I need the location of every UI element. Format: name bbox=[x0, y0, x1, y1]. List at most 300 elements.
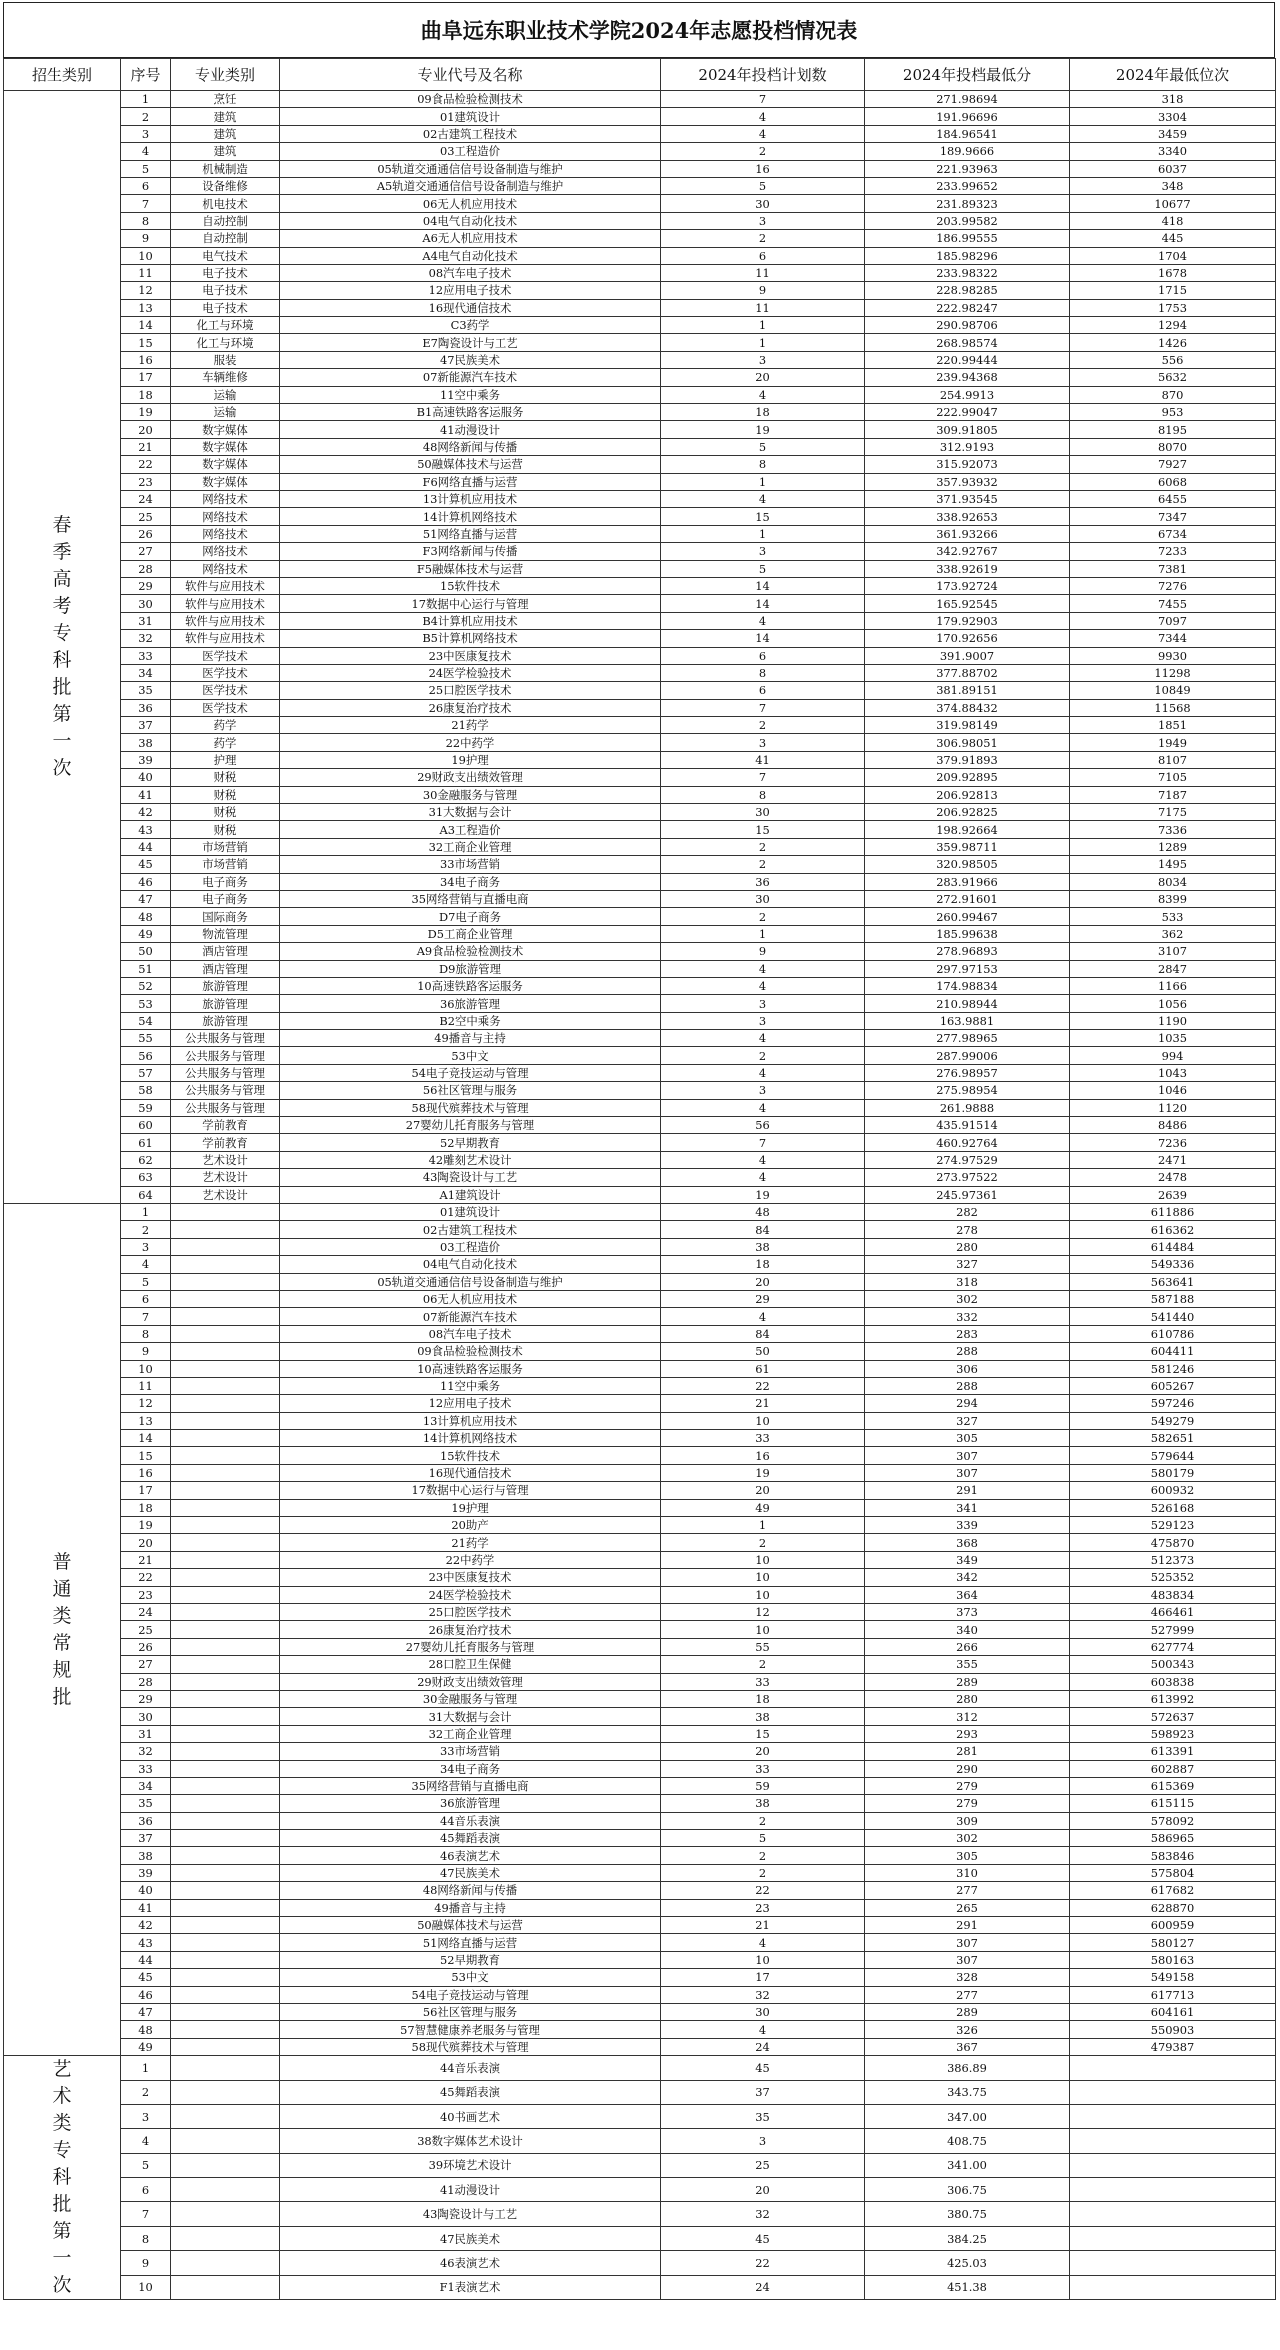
plan-cell: 2 bbox=[661, 908, 865, 925]
min-score-cell: 307 bbox=[865, 1447, 1070, 1464]
min-score-cell: 347.00 bbox=[865, 2104, 1070, 2128]
plan-cell: 38 bbox=[661, 1708, 865, 1725]
major-category-cell: 医学技术 bbox=[171, 647, 280, 664]
major-category-cell bbox=[171, 1673, 280, 1690]
table-row bbox=[4, 1012, 1276, 1029]
min-rank-cell: 445 bbox=[1070, 230, 1276, 247]
major-category-cell bbox=[171, 2021, 280, 2038]
min-rank-cell: 598923 bbox=[1070, 1725, 1276, 1742]
min-rank-cell: 479387 bbox=[1070, 2038, 1276, 2055]
major-name-cell: 54电子竞技运动与管理 bbox=[280, 1986, 661, 2003]
plan-cell: 10 bbox=[661, 1569, 865, 1586]
min-score-cell: 184.96541 bbox=[865, 125, 1070, 142]
min-rank-cell: 1753 bbox=[1070, 299, 1276, 316]
index-cell: 27 bbox=[121, 543, 171, 560]
min-score-cell: 276.98957 bbox=[865, 1064, 1070, 1081]
major-name-cell: 42雕刻艺术设计 bbox=[280, 1151, 661, 1168]
table-row bbox=[4, 1221, 1276, 1238]
major-name-cell: 10高速铁路客运服务 bbox=[280, 1360, 661, 1377]
table-row bbox=[4, 438, 1276, 455]
major-category-cell: 网络技术 bbox=[171, 508, 280, 525]
table-row bbox=[4, 1656, 1276, 1673]
major-category-cell: 财税 bbox=[171, 769, 280, 786]
major-name-cell: 35网络营销与直播电商 bbox=[280, 1777, 661, 1794]
plan-cell: 4 bbox=[661, 977, 865, 994]
min-rank-cell: 610786 bbox=[1070, 1325, 1276, 1342]
table-row bbox=[4, 247, 1276, 264]
min-rank-cell: 8195 bbox=[1070, 421, 1276, 438]
major-category-cell: 学前教育 bbox=[171, 1117, 280, 1134]
major-category-cell bbox=[171, 1447, 280, 1464]
index-cell: 2 bbox=[121, 2080, 171, 2104]
table-row bbox=[4, 2275, 1276, 2299]
min-score-cell: 273.97522 bbox=[865, 1169, 1070, 1186]
plan-cell: 61 bbox=[661, 1360, 865, 1377]
min-rank-cell: 7344 bbox=[1070, 630, 1276, 647]
table-row bbox=[4, 1603, 1276, 1620]
major-name-cell: E7陶瓷设计与工艺 bbox=[280, 334, 661, 351]
min-score-cell: 282 bbox=[865, 1204, 1070, 1221]
table-row bbox=[4, 821, 1276, 838]
table-row bbox=[4, 1117, 1276, 1134]
plan-cell: 3 bbox=[661, 212, 865, 229]
header-major-category: 专业类别 bbox=[171, 59, 280, 91]
plan-cell: 37 bbox=[661, 2080, 865, 2104]
major-name-cell: A6无人机应用技术 bbox=[280, 230, 661, 247]
min-rank-cell: 582651 bbox=[1070, 1430, 1276, 1447]
major-name-cell: 31大数据与会计 bbox=[280, 1708, 661, 1725]
index-cell: 3 bbox=[121, 1238, 171, 1255]
table-row bbox=[4, 1256, 1276, 1273]
index-cell: 20 bbox=[121, 421, 171, 438]
plan-cell: 55 bbox=[661, 1638, 865, 1655]
min-rank-cell: 466461 bbox=[1070, 1603, 1276, 1620]
plan-cell: 5 bbox=[661, 560, 865, 577]
major-category-cell bbox=[171, 2202, 280, 2226]
major-category-cell bbox=[171, 1621, 280, 1638]
major-category-cell bbox=[171, 1847, 280, 1864]
index-cell: 28 bbox=[121, 560, 171, 577]
min-score-cell: 306.98051 bbox=[865, 734, 1070, 751]
table-row bbox=[4, 664, 1276, 681]
min-rank-cell: 7276 bbox=[1070, 577, 1276, 594]
index-cell: 8 bbox=[121, 2226, 171, 2250]
table-row bbox=[4, 212, 1276, 229]
table-row bbox=[4, 1151, 1276, 1168]
plan-cell: 49 bbox=[661, 1499, 865, 1516]
min-score-cell: 361.93266 bbox=[865, 525, 1070, 542]
major-name-cell: 17数据中心运行与管理 bbox=[280, 1482, 661, 1499]
index-cell: 28 bbox=[121, 1673, 171, 1690]
major-category-cell bbox=[171, 2251, 280, 2275]
major-category-cell: 电气技术 bbox=[171, 247, 280, 264]
min-score-cell: 302 bbox=[865, 1830, 1070, 1847]
major-category-cell: 机电技术 bbox=[171, 195, 280, 212]
major-name-cell: 30金融服务与管理 bbox=[280, 786, 661, 803]
major-category-cell bbox=[171, 1777, 280, 1794]
min-rank-cell: 597246 bbox=[1070, 1395, 1276, 1412]
major-category-cell bbox=[171, 1951, 280, 1968]
index-cell: 44 bbox=[121, 838, 171, 855]
plan-cell: 30 bbox=[661, 804, 865, 821]
major-name-cell: 02古建筑工程技术 bbox=[280, 1221, 661, 1238]
index-cell: 24 bbox=[121, 490, 171, 507]
plan-cell: 84 bbox=[661, 1325, 865, 1342]
min-score-cell: 254.9913 bbox=[865, 386, 1070, 403]
plan-cell: 10 bbox=[661, 1586, 865, 1603]
plan-cell: 6 bbox=[661, 682, 865, 699]
table-row bbox=[4, 1777, 1276, 1794]
major-name-cell: C3药学 bbox=[280, 317, 661, 334]
category-cell bbox=[4, 1204, 121, 2056]
plan-cell: 2 bbox=[661, 1656, 865, 1673]
table-row bbox=[4, 1569, 1276, 1586]
index-cell: 13 bbox=[121, 299, 171, 316]
min-score-cell: 209.92895 bbox=[865, 769, 1070, 786]
table-row bbox=[4, 2080, 1276, 2104]
plan-cell: 11 bbox=[661, 264, 865, 281]
min-rank-cell: 1949 bbox=[1070, 734, 1276, 751]
min-rank-cell: 11298 bbox=[1070, 664, 1276, 681]
major-category-cell: 服装 bbox=[171, 351, 280, 368]
major-name-cell: 23中医康复技术 bbox=[280, 647, 661, 664]
index-cell: 42 bbox=[121, 1917, 171, 1934]
min-score-cell: 332 bbox=[865, 1308, 1070, 1325]
index-cell: 5 bbox=[121, 160, 171, 177]
major-name-cell: 22中药学 bbox=[280, 734, 661, 751]
index-cell: 3 bbox=[121, 2104, 171, 2128]
min-score-cell: 367 bbox=[865, 2038, 1070, 2055]
plan-cell: 20 bbox=[661, 369, 865, 386]
plan-cell: 5 bbox=[661, 1830, 865, 1847]
min-rank-cell: 549279 bbox=[1070, 1412, 1276, 1429]
major-category-cell: 数字媒体 bbox=[171, 456, 280, 473]
major-name-cell: 22中药学 bbox=[280, 1551, 661, 1568]
index-cell: 10 bbox=[121, 247, 171, 264]
index-cell: 10 bbox=[121, 1360, 171, 1377]
major-category-cell: 酒店管理 bbox=[171, 960, 280, 977]
min-score-cell: 391.9007 bbox=[865, 647, 1070, 664]
plan-cell: 2 bbox=[661, 1864, 865, 1881]
min-score-cell: 279 bbox=[865, 1777, 1070, 1794]
min-score-cell: 185.99638 bbox=[865, 925, 1070, 942]
table-row bbox=[4, 717, 1276, 734]
major-category-cell: 电子商务 bbox=[171, 873, 280, 890]
table-row bbox=[4, 873, 1276, 890]
min-rank-cell: 7336 bbox=[1070, 821, 1276, 838]
min-rank-cell: 527999 bbox=[1070, 1621, 1276, 1638]
table-row bbox=[4, 143, 1276, 160]
min-rank-cell: 10677 bbox=[1070, 195, 1276, 212]
plan-cell: 84 bbox=[661, 1221, 865, 1238]
major-category-cell: 机械制造 bbox=[171, 160, 280, 177]
table-row bbox=[4, 1864, 1276, 1881]
major-category-cell bbox=[171, 1830, 280, 1847]
index-cell: 49 bbox=[121, 2038, 171, 2055]
min-score-cell: 277 bbox=[865, 1882, 1070, 1899]
plan-cell: 16 bbox=[661, 1447, 865, 1464]
index-cell: 46 bbox=[121, 873, 171, 890]
min-score-cell: 233.99652 bbox=[865, 177, 1070, 194]
major-category-cell bbox=[171, 1395, 280, 1412]
table-row bbox=[4, 1708, 1276, 1725]
major-name-cell: 03工程造价 bbox=[280, 143, 661, 160]
min-score-cell: 425.03 bbox=[865, 2251, 1070, 2275]
index-cell: 63 bbox=[121, 1169, 171, 1186]
index-cell: 7 bbox=[121, 1308, 171, 1325]
major-category-cell bbox=[171, 1795, 280, 1812]
major-category-cell bbox=[171, 1325, 280, 1342]
major-name-cell: 52早期教育 bbox=[280, 1951, 661, 1968]
major-name-cell: A1建筑设计 bbox=[280, 1186, 661, 1203]
plan-cell: 22 bbox=[661, 2251, 865, 2275]
min-rank-cell: 604161 bbox=[1070, 2003, 1276, 2020]
major-name-cell: 31大数据与会计 bbox=[280, 804, 661, 821]
table-row bbox=[4, 1621, 1276, 1638]
major-name-cell: D7电子商务 bbox=[280, 908, 661, 925]
major-category-cell bbox=[171, 1899, 280, 1916]
index-cell: 29 bbox=[121, 577, 171, 594]
table-row bbox=[4, 2251, 1276, 2275]
plan-cell: 30 bbox=[661, 195, 865, 212]
plan-cell: 3 bbox=[661, 734, 865, 751]
plan-cell: 4 bbox=[661, 612, 865, 629]
plan-cell: 32 bbox=[661, 1986, 865, 2003]
major-category-cell: 药学 bbox=[171, 717, 280, 734]
plan-cell: 4 bbox=[661, 1151, 865, 1168]
min-rank-cell: 580179 bbox=[1070, 1464, 1276, 1481]
major-category-cell bbox=[171, 2056, 280, 2080]
min-rank-cell: 615369 bbox=[1070, 1777, 1276, 1794]
min-score-cell: 173.92724 bbox=[865, 577, 1070, 594]
index-cell: 45 bbox=[121, 1969, 171, 1986]
header-index: 序号 bbox=[121, 59, 171, 91]
table-row bbox=[4, 1238, 1276, 1255]
plan-cell: 17 bbox=[661, 1969, 865, 1986]
major-category-cell bbox=[171, 1725, 280, 1742]
plan-cell: 4 bbox=[661, 490, 865, 507]
plan-cell: 2 bbox=[661, 838, 865, 855]
header-row bbox=[4, 59, 1276, 91]
table-row bbox=[4, 177, 1276, 194]
min-score-cell: 435.91514 bbox=[865, 1117, 1070, 1134]
plan-cell: 15 bbox=[661, 821, 865, 838]
index-cell: 24 bbox=[121, 1603, 171, 1620]
major-category-cell: 数字媒体 bbox=[171, 421, 280, 438]
major-name-cell: 34电子商务 bbox=[280, 873, 661, 890]
index-cell: 64 bbox=[121, 1186, 171, 1203]
plan-cell: 56 bbox=[661, 1117, 865, 1134]
index-cell: 8 bbox=[121, 1325, 171, 1342]
plan-cell: 8 bbox=[661, 456, 865, 473]
min-score-cell: 279 bbox=[865, 1795, 1070, 1812]
min-rank-cell: 615115 bbox=[1070, 1795, 1276, 1812]
min-score-cell: 288 bbox=[865, 1343, 1070, 1360]
min-score-cell: 274.97529 bbox=[865, 1151, 1070, 1168]
min-score-cell: 319.98149 bbox=[865, 717, 1070, 734]
min-score-cell: 312 bbox=[865, 1708, 1070, 1725]
plan-cell: 59 bbox=[661, 1777, 865, 1794]
major-category-cell: 数字媒体 bbox=[171, 473, 280, 490]
major-name-cell: 57智慧健康养老服务与管理 bbox=[280, 2021, 661, 2038]
major-name-cell: A5轨道交通通信信号设备制造与维护 bbox=[280, 177, 661, 194]
min-score-cell: 371.93545 bbox=[865, 490, 1070, 507]
major-category-cell: 车辆维修 bbox=[171, 369, 280, 386]
min-score-cell: 381.89151 bbox=[865, 682, 1070, 699]
table-row bbox=[4, 1847, 1276, 1864]
index-cell: 10 bbox=[121, 2275, 171, 2299]
min-score-cell: 220.99444 bbox=[865, 351, 1070, 368]
major-category-cell bbox=[171, 1551, 280, 1568]
index-cell: 43 bbox=[121, 821, 171, 838]
min-score-cell: 283.91966 bbox=[865, 873, 1070, 890]
plan-cell: 4 bbox=[661, 960, 865, 977]
table-row bbox=[4, 1917, 1276, 1934]
index-cell: 30 bbox=[121, 1708, 171, 1725]
plan-cell: 7 bbox=[661, 769, 865, 786]
min-score-cell: 281 bbox=[865, 1743, 1070, 1760]
min-rank-cell: 1426 bbox=[1070, 334, 1276, 351]
index-cell: 47 bbox=[121, 890, 171, 907]
min-rank-cell: 604411 bbox=[1070, 1343, 1276, 1360]
major-category-cell bbox=[171, 1377, 280, 1394]
table-row bbox=[4, 1360, 1276, 1377]
major-category-cell: 网络技术 bbox=[171, 525, 280, 542]
index-cell: 47 bbox=[121, 2003, 171, 2020]
table-row bbox=[4, 786, 1276, 803]
min-rank-cell: 617713 bbox=[1070, 1986, 1276, 2003]
min-score-cell: 386.89 bbox=[865, 2056, 1070, 2080]
major-category-cell bbox=[171, 1586, 280, 1603]
min-rank-cell: 3304 bbox=[1070, 108, 1276, 125]
min-rank-cell: 575804 bbox=[1070, 1864, 1276, 1881]
min-rank-cell: 1289 bbox=[1070, 838, 1276, 855]
major-category-cell bbox=[171, 1864, 280, 1881]
plan-cell: 18 bbox=[661, 1256, 865, 1273]
min-rank-cell: 2847 bbox=[1070, 960, 1276, 977]
table-row bbox=[4, 1099, 1276, 1116]
min-score-cell: 379.91893 bbox=[865, 751, 1070, 768]
table-row bbox=[4, 1690, 1276, 1707]
min-rank-cell bbox=[1070, 2153, 1276, 2177]
min-rank-cell: 628870 bbox=[1070, 1899, 1276, 1916]
major-name-cell: 14计算机网络技术 bbox=[280, 508, 661, 525]
header-min-rank: 2024年最低位次 bbox=[1070, 59, 1276, 91]
index-cell: 8 bbox=[121, 212, 171, 229]
min-rank-cell: 7097 bbox=[1070, 612, 1276, 629]
major-category-cell bbox=[171, 1464, 280, 1481]
table-row bbox=[4, 908, 1276, 925]
major-category-cell bbox=[171, 1221, 280, 1238]
index-cell: 48 bbox=[121, 908, 171, 925]
min-score-cell: 174.98834 bbox=[865, 977, 1070, 994]
major-name-cell: 54电子竞技运动与管理 bbox=[280, 1064, 661, 1081]
major-category-cell bbox=[171, 1882, 280, 1899]
index-cell: 14 bbox=[121, 1430, 171, 1447]
index-cell: 16 bbox=[121, 1464, 171, 1481]
plan-cell: 10 bbox=[661, 1412, 865, 1429]
major-name-cell: 07新能源汽车技术 bbox=[280, 369, 661, 386]
min-rank-cell: 526168 bbox=[1070, 1499, 1276, 1516]
plan-cell: 41 bbox=[661, 751, 865, 768]
major-category-cell: 旅游管理 bbox=[171, 977, 280, 994]
major-name-cell: B5计算机网络技术 bbox=[280, 630, 661, 647]
min-rank-cell: 563641 bbox=[1070, 1273, 1276, 1290]
major-category-cell: 医学技术 bbox=[171, 699, 280, 716]
major-category-cell bbox=[171, 1482, 280, 1499]
major-name-cell: D5工商企业管理 bbox=[280, 925, 661, 942]
major-name-cell: 03工程造价 bbox=[280, 1238, 661, 1255]
plan-cell: 4 bbox=[661, 2021, 865, 2038]
min-score-cell: 338.92619 bbox=[865, 560, 1070, 577]
table-row bbox=[4, 473, 1276, 490]
plan-cell: 10 bbox=[661, 1621, 865, 1638]
major-category-cell bbox=[171, 2129, 280, 2153]
major-category-cell: 软件与应用技术 bbox=[171, 612, 280, 629]
major-name-cell: 15软件技术 bbox=[280, 1447, 661, 1464]
major-category-cell bbox=[171, 1238, 280, 1255]
min-rank-cell: 1043 bbox=[1070, 1064, 1276, 1081]
index-cell: 11 bbox=[121, 1377, 171, 1394]
major-name-cell: A9食品检验检测技术 bbox=[280, 943, 661, 960]
major-name-cell: 30金融服务与管理 bbox=[280, 1690, 661, 1707]
index-cell: 57 bbox=[121, 1064, 171, 1081]
table-row bbox=[4, 1064, 1276, 1081]
min-score-cell: 210.98944 bbox=[865, 995, 1070, 1012]
plan-cell: 2 bbox=[661, 1812, 865, 1829]
plan-cell: 30 bbox=[661, 2003, 865, 2020]
table-row bbox=[4, 925, 1276, 942]
major-category-cell bbox=[171, 1743, 280, 1760]
min-score-cell: 268.98574 bbox=[865, 334, 1070, 351]
plan-cell: 18 bbox=[661, 1690, 865, 1707]
index-cell: 55 bbox=[121, 1030, 171, 1047]
min-rank-cell: 8070 bbox=[1070, 438, 1276, 455]
plan-cell: 14 bbox=[661, 595, 865, 612]
major-name-cell: 06无人机应用技术 bbox=[280, 1290, 661, 1307]
major-category-cell: 软件与应用技术 bbox=[171, 577, 280, 594]
major-category-cell bbox=[171, 1969, 280, 1986]
min-rank-cell: 2478 bbox=[1070, 1169, 1276, 1186]
table-row bbox=[4, 838, 1276, 855]
index-cell: 40 bbox=[121, 769, 171, 786]
table-row bbox=[4, 543, 1276, 560]
min-score-cell: 339 bbox=[865, 1517, 1070, 1534]
table-row bbox=[4, 1412, 1276, 1429]
min-rank-cell: 549336 bbox=[1070, 1256, 1276, 1273]
min-rank-cell: 7455 bbox=[1070, 595, 1276, 612]
index-cell: 26 bbox=[121, 525, 171, 542]
min-rank-cell bbox=[1070, 2202, 1276, 2226]
min-rank-cell: 10849 bbox=[1070, 682, 1276, 699]
min-score-cell: 318 bbox=[865, 1273, 1070, 1290]
major-category-cell bbox=[171, 2104, 280, 2128]
index-cell: 41 bbox=[121, 1899, 171, 1916]
min-rank-cell: 600959 bbox=[1070, 1917, 1276, 1934]
major-category-cell: 电子商务 bbox=[171, 890, 280, 907]
table-row bbox=[4, 108, 1276, 125]
major-name-cell: 11空中乘务 bbox=[280, 1377, 661, 1394]
min-rank-cell: 7187 bbox=[1070, 786, 1276, 803]
major-name-cell: 56社区管理与服务 bbox=[280, 1082, 661, 1099]
plan-cell: 3 bbox=[661, 543, 865, 560]
index-cell: 14 bbox=[121, 317, 171, 334]
major-name-cell: 16现代通信技术 bbox=[280, 299, 661, 316]
table-row bbox=[4, 1760, 1276, 1777]
plan-cell: 29 bbox=[661, 1290, 865, 1307]
major-category-cell: 化工与环境 bbox=[171, 334, 280, 351]
min-rank-cell bbox=[1070, 2251, 1276, 2275]
